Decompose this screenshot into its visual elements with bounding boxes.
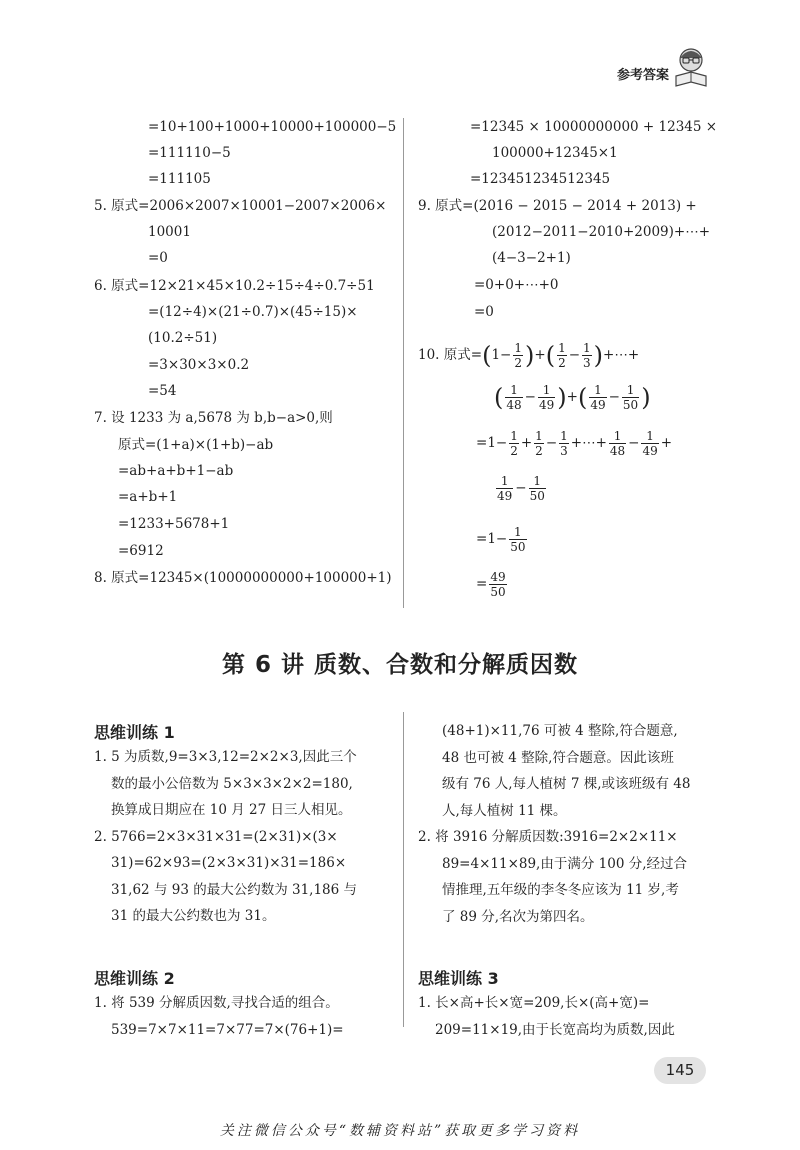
text-line: 89=4×11×89,由于满分 100 分,经过合: [442, 855, 687, 872]
op: −: [568, 347, 581, 363]
op: =: [476, 531, 488, 547]
op: −: [628, 435, 640, 451]
answer-10-line1: 10. 原式=(1− $\frac{1}{2}$ )+( $\frac{1}{2}$ − $\frac{1}{3}$ )+⋯+: [418, 341, 640, 370]
text-line: 209=11×19,由于长宽高均为质数,因此: [435, 1021, 675, 1038]
answer-10-line2: ( $\frac{1}{48}$ − $\frac{1}{49}$ )+( $\frac{1}{49}$ − $\frac{1}{50}$ ): [494, 383, 651, 412]
fraction: $\frac{1}{49}$: [590, 383, 606, 412]
fraction: $\frac{1}{3}$: [560, 429, 568, 458]
training2-body: [94, 990, 344, 1043]
answer-7-line5: =1233+5678+1: [118, 516, 230, 532]
header-label: 参考答案: [617, 68, 670, 83]
training1-body: [94, 744, 357, 930]
answer-7-line4: =a+b+1: [118, 489, 178, 505]
text-line: 情推理,五年级的李冬冬应该为 11 岁,考: [442, 882, 679, 898]
text-line: 31 的最大公约数也为 31。: [111, 908, 276, 924]
text-line: 2. 将 3916 分解质因数:3916=2×2×11×: [418, 829, 678, 845]
training2-heading: 思维训练 2: [94, 969, 175, 988]
column-divider-bottom: [403, 712, 404, 1027]
text-line: 数的最小公倍数为 5×3×3×2×2=180,: [111, 775, 353, 792]
text-line: 级有 76 人,每人植树 7 棵,或该班级有 48: [442, 776, 691, 792]
answer-10-line3: [476, 425, 672, 461]
fraction: $\frac{1}{49}$: [642, 429, 658, 458]
answer-9-line4: =0+0+⋯+0: [474, 277, 559, 293]
footer-note: 关注微信公众号“数辅资料站”获取更多学习资料: [219, 1123, 581, 1139]
answer-10-line4: [494, 470, 548, 506]
term: 1: [487, 531, 496, 547]
op: −: [608, 389, 620, 405]
term: 1: [491, 347, 501, 363]
op: +: [534, 347, 546, 363]
answer-10-line5: [476, 521, 529, 557]
fraction: $\frac{1}{49}$: [538, 383, 555, 412]
training1-heading: 思维训练 1: [94, 723, 175, 742]
page-number: 145: [654, 1057, 706, 1084]
answer-6-line2: =(12÷4)×(21÷0.7)×(45÷15)×: [148, 304, 358, 320]
answer-10-line6: [476, 566, 509, 602]
text-line: 1. 长×高+长×宽=209,长×(高+宽)=: [418, 995, 650, 1011]
fraction: $\frac{1}{2}$: [510, 429, 518, 458]
fraction: $\frac{1}{49}$: [497, 474, 513, 503]
text-line: 48 也可被 4 整除,符合题意。因此该班: [442, 749, 674, 766]
fraction: $\frac{1}{48}$: [609, 429, 626, 458]
mascot-reading-icon: [672, 46, 710, 88]
text-line: 31,62 与 93 的最大公约数为 31,186 与: [111, 881, 358, 898]
op: +⋯+: [570, 435, 607, 451]
fraction: $\frac{1}{2}$: [514, 341, 522, 370]
term: 1: [487, 435, 496, 451]
op: +: [520, 435, 533, 451]
math-line: =111105: [148, 171, 211, 187]
fraction: $\frac{49}{50}$: [490, 570, 506, 599]
fraction: $\frac{1}{50}$: [510, 525, 526, 554]
fraction: $\frac{1}{3}$: [583, 341, 591, 370]
answer-9-line2: (2012−2011−2010+2009)+⋯+: [492, 224, 711, 240]
answer-7-line3: =ab+a+b+1−ab: [118, 463, 234, 479]
fraction: $\frac{1}{48}$: [506, 383, 522, 412]
answer-5-line2: 10001: [148, 224, 191, 240]
answer-10-label: 10. 原式=: [418, 347, 483, 363]
text-line: 2. 5766=2×3×31×31=(2×31)×(3×: [94, 828, 338, 845]
op: =: [476, 435, 488, 451]
answer-6-line4: =3×30×3×0.2: [148, 357, 250, 373]
text-line: 31)=62×93=(2×3×31)×31=186×: [111, 855, 347, 871]
column-divider-top: [403, 118, 404, 608]
answer-6-line3: (10.2÷51): [148, 330, 218, 346]
answer-6-line5: =54: [148, 383, 177, 399]
text-line: (48+1)×11,76 可被 4 整除,符合题意,: [442, 723, 678, 739]
answer-9-line5: =0: [474, 304, 494, 320]
answer-8-line4: =123451234512345: [470, 171, 611, 187]
op: −: [515, 480, 527, 496]
op: =: [476, 576, 488, 592]
op: +⋯+: [603, 347, 640, 363]
answer-6-line1: 6. 原式=12×21×45×10.2÷15÷4÷0.7÷51: [94, 278, 375, 294]
answer-5-line3: =0: [148, 250, 168, 266]
answer-5-line1: 5. 原式=2006×2007×10001−2007×2006×: [94, 198, 387, 214]
text-line: 人,每人植树 11 棵。: [442, 802, 567, 819]
fraction: $\frac{1}{2}$: [535, 429, 543, 458]
math-line: =111110−5: [148, 145, 231, 161]
answer-9-line1: 9. 原式=(2016 − 2015 − 2014 + 2013) +: [418, 198, 697, 214]
text-line: 换算成日期应在 10 月 27 日三人相见。: [111, 802, 352, 818]
fraction: $\frac{1}{50}$: [622, 383, 639, 412]
training3-heading: 思维训练 3: [418, 969, 499, 988]
fraction: $\frac{1}{2}$: [558, 341, 566, 370]
op: +: [566, 389, 578, 405]
answer-7-line1: 7. 设 1233 为 a,5678 为 b,b−a>0,则: [94, 410, 333, 426]
text-line: 539=7×7×11=7×77=7×(76+1)=: [111, 1021, 344, 1038]
text-line: 了 89 分,名次为第四名。: [442, 908, 594, 925]
training3-body: [418, 990, 675, 1043]
text-line: 1. 5 为质数,9=3×3,12=2×2×3,因此三个: [94, 749, 357, 765]
op: −: [495, 435, 508, 451]
answer-8-line1: 8. 原式=12345×(10000000000+100000+1): [94, 570, 392, 586]
answer-9-line3: (4−3−2+1): [492, 250, 571, 266]
answer-8-line2: =12345 × 10000000000 + 12345 ×: [470, 119, 718, 135]
math-line: =10+100+1000+10000+100000−5: [148, 119, 397, 135]
fraction: $\frac{1}{50}$: [529, 474, 545, 503]
op: −: [524, 389, 536, 405]
answer-8-line3: 100000+12345×1: [492, 145, 618, 161]
op: −: [495, 531, 508, 547]
op: −: [500, 347, 512, 363]
answer-7-line6: =6912: [118, 543, 164, 559]
lesson-title: 第 6 讲 质数、合数和分解质因数: [221, 652, 579, 678]
op: +: [660, 435, 673, 451]
op: −: [545, 435, 558, 451]
training2-continuation: [418, 718, 690, 930]
text-line: 1. 将 539 分解质因数,寻找合适的组合。: [94, 995, 339, 1011]
answer-7-line2: 原式=(1+a)×(1+b)−ab: [118, 437, 274, 453]
